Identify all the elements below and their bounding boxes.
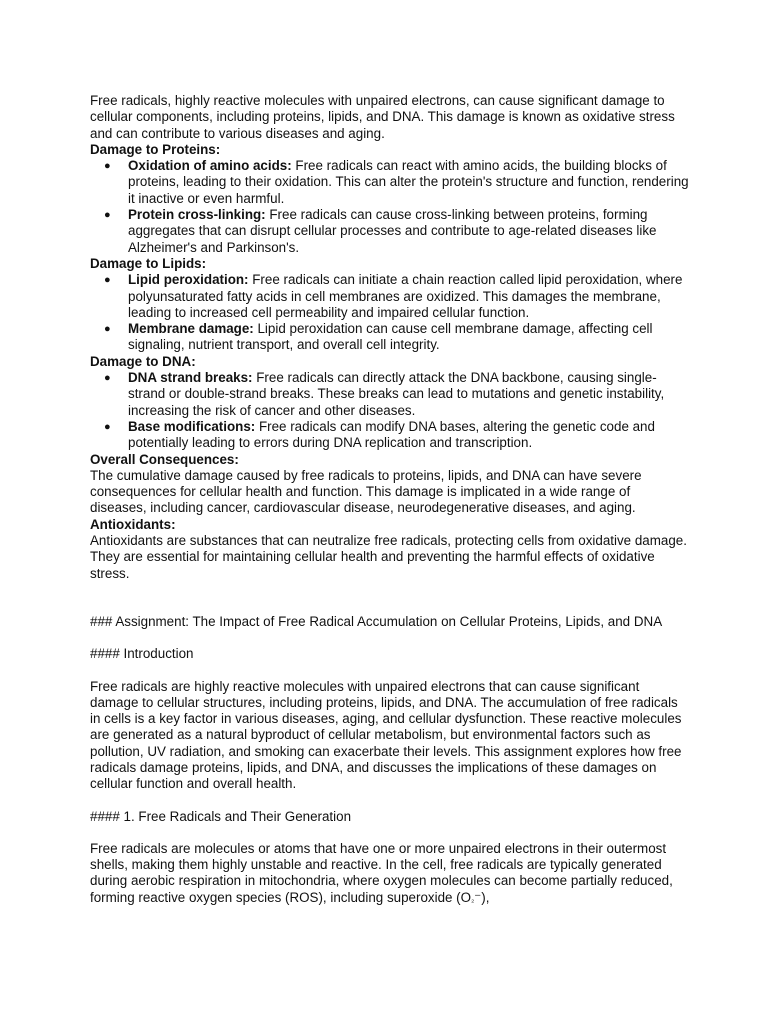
assignment-title: ### Assignment: The Impact of Free Radical Accumulation on Cellular Proteins, Lipids, and DNA bbox=[90, 613, 663, 629]
list-item-term: DNA strand breaks: bbox=[128, 370, 253, 386]
spacer bbox=[90, 825, 690, 841]
intro-paragraph: Free radicals, highly reactive molecules with unpaired electrons, can cause significant damage to cellular components, including proteins, lipids, and DNA. This damage is known as oxidative stress and can contribute to various diseases and aging. bbox=[90, 93, 675, 141]
bullet-icon: ● bbox=[104, 160, 111, 173]
lipids-list bbox=[90, 272, 690, 353]
bullet-icon: ● bbox=[104, 372, 111, 385]
section1-heading: #### 1. Free Radicals and Their Generation bbox=[90, 808, 352, 824]
list-item-text: Free radicals can modify DNA bases, altering the genetic code and potentially leading to errors during DNA replication and transcription. bbox=[128, 418, 655, 451]
dna-heading: Damage to DNA: bbox=[90, 353, 196, 369]
list-item-term: Lipid peroxidation: bbox=[128, 272, 249, 288]
lipids-heading: Damage to Lipids: bbox=[90, 255, 207, 271]
list-item-term: Base modifications: bbox=[128, 418, 256, 434]
subscript-two: ₂ bbox=[471, 894, 475, 904]
list-item-term: Protein cross-linking: bbox=[128, 207, 266, 223]
proteins-list bbox=[90, 158, 690, 256]
list-item-text: Lipid peroxidation can cause cell membrane damage, affecting cell signaling, nutrient transport, and overall cell integrity. bbox=[128, 321, 653, 353]
antioxidants-paragraph: Antioxidants are substances that can neutralize free radicals, protecting cells from oxidative damage. They are essential for maintaining cellular health and preventing the harmful effects of oxidative stress. bbox=[90, 533, 687, 581]
list-item bbox=[90, 272, 690, 321]
proteins-heading: Damage to Proteins: bbox=[90, 141, 221, 157]
list-item-text: Free radicals can react with amino acids, the building blocks of proteins, leading to their oxidation. This can alter the protein's structure and function, rendering it inactive or even harmful. bbox=[128, 158, 689, 206]
list-item bbox=[90, 321, 690, 354]
section1-tail: ⁻), bbox=[474, 889, 490, 905]
document-page bbox=[90, 93, 690, 908]
antioxidants-heading: Antioxidants: bbox=[90, 516, 176, 532]
consequences-heading: Overall Consequences: bbox=[90, 451, 239, 467]
bullet-icon: ● bbox=[104, 274, 111, 287]
list-item bbox=[90, 419, 690, 452]
bullet-icon: ● bbox=[104, 323, 111, 336]
introduction-heading: #### Introduction bbox=[90, 646, 194, 662]
list-item-text: Free radicals can directly attack the DNA backbone, causing single-strand or double-strand breaks. These breaks can lead to mutations and genetic instability, increasing the risk of cancer and other diseases. bbox=[128, 370, 665, 418]
section1-text: Free radicals are molecules or atoms that have one or more unpaired electrons in their outermost shells, making them highly unstable and reactive. In the cell, free radicals are typically generated during aerobic respiration in mitochondria, where oxygen molecules can become partially reduced, forming reactive oxygen species (ROS), including superoxide (O bbox=[90, 840, 673, 905]
spacer bbox=[90, 582, 690, 614]
list-item-term: Membrane damage: bbox=[128, 321, 254, 337]
spacer bbox=[90, 630, 690, 646]
list-item-text: Free radicals can cause cross-linking between proteins, forming aggregates that can disrupt cellular processes and contribute to age-related diseases like Alzheimer's and Parkinson's. bbox=[128, 207, 657, 255]
spacer bbox=[90, 663, 690, 679]
bullet-icon: ● bbox=[104, 420, 111, 433]
section1-paragraph bbox=[90, 841, 690, 908]
list-item bbox=[90, 207, 690, 256]
spacer bbox=[90, 793, 690, 809]
list-item bbox=[90, 370, 690, 419]
introduction-paragraph: Free radicals are highly reactive molecules with unpaired electrons that can cause significant damage to cellular structures, including proteins, lipids, and DNA. The accumulation of free radicals in cells is a key factor in various diseases, aging, and cellular dysfunction. These reactive molecules are generated as a natural byproduct of cellular metabolism, but environmental factors such as pollution, UV radiation, and smoking can exacerbate their levels. This assignment explores how free radicals damage proteins, lipids, and DNA, and discusses the implications of these damages on cellular function and overall health. bbox=[90, 678, 682, 792]
list-item-text: Free radicals can initiate a chain reaction called lipid peroxidation, where polyunsaturated fatty acids in cell membranes are oxidized. This damages the membrane, leading to increased cell permeability and impaired cellular function. bbox=[128, 272, 683, 320]
dna-list bbox=[90, 370, 690, 451]
consequences-paragraph: The cumulative damage caused by free radicals to proteins, lipids, and DNA can have severe consequences for cellular health and function. This damage is implicated in a wide range of diseases, including cancer, cardiovascular disease, neurodegenerative diseases, and aging. bbox=[90, 467, 642, 516]
bullet-icon: ● bbox=[104, 209, 111, 222]
list-item bbox=[90, 158, 690, 207]
list-item-term: Oxidation of amino acids: bbox=[128, 158, 292, 174]
